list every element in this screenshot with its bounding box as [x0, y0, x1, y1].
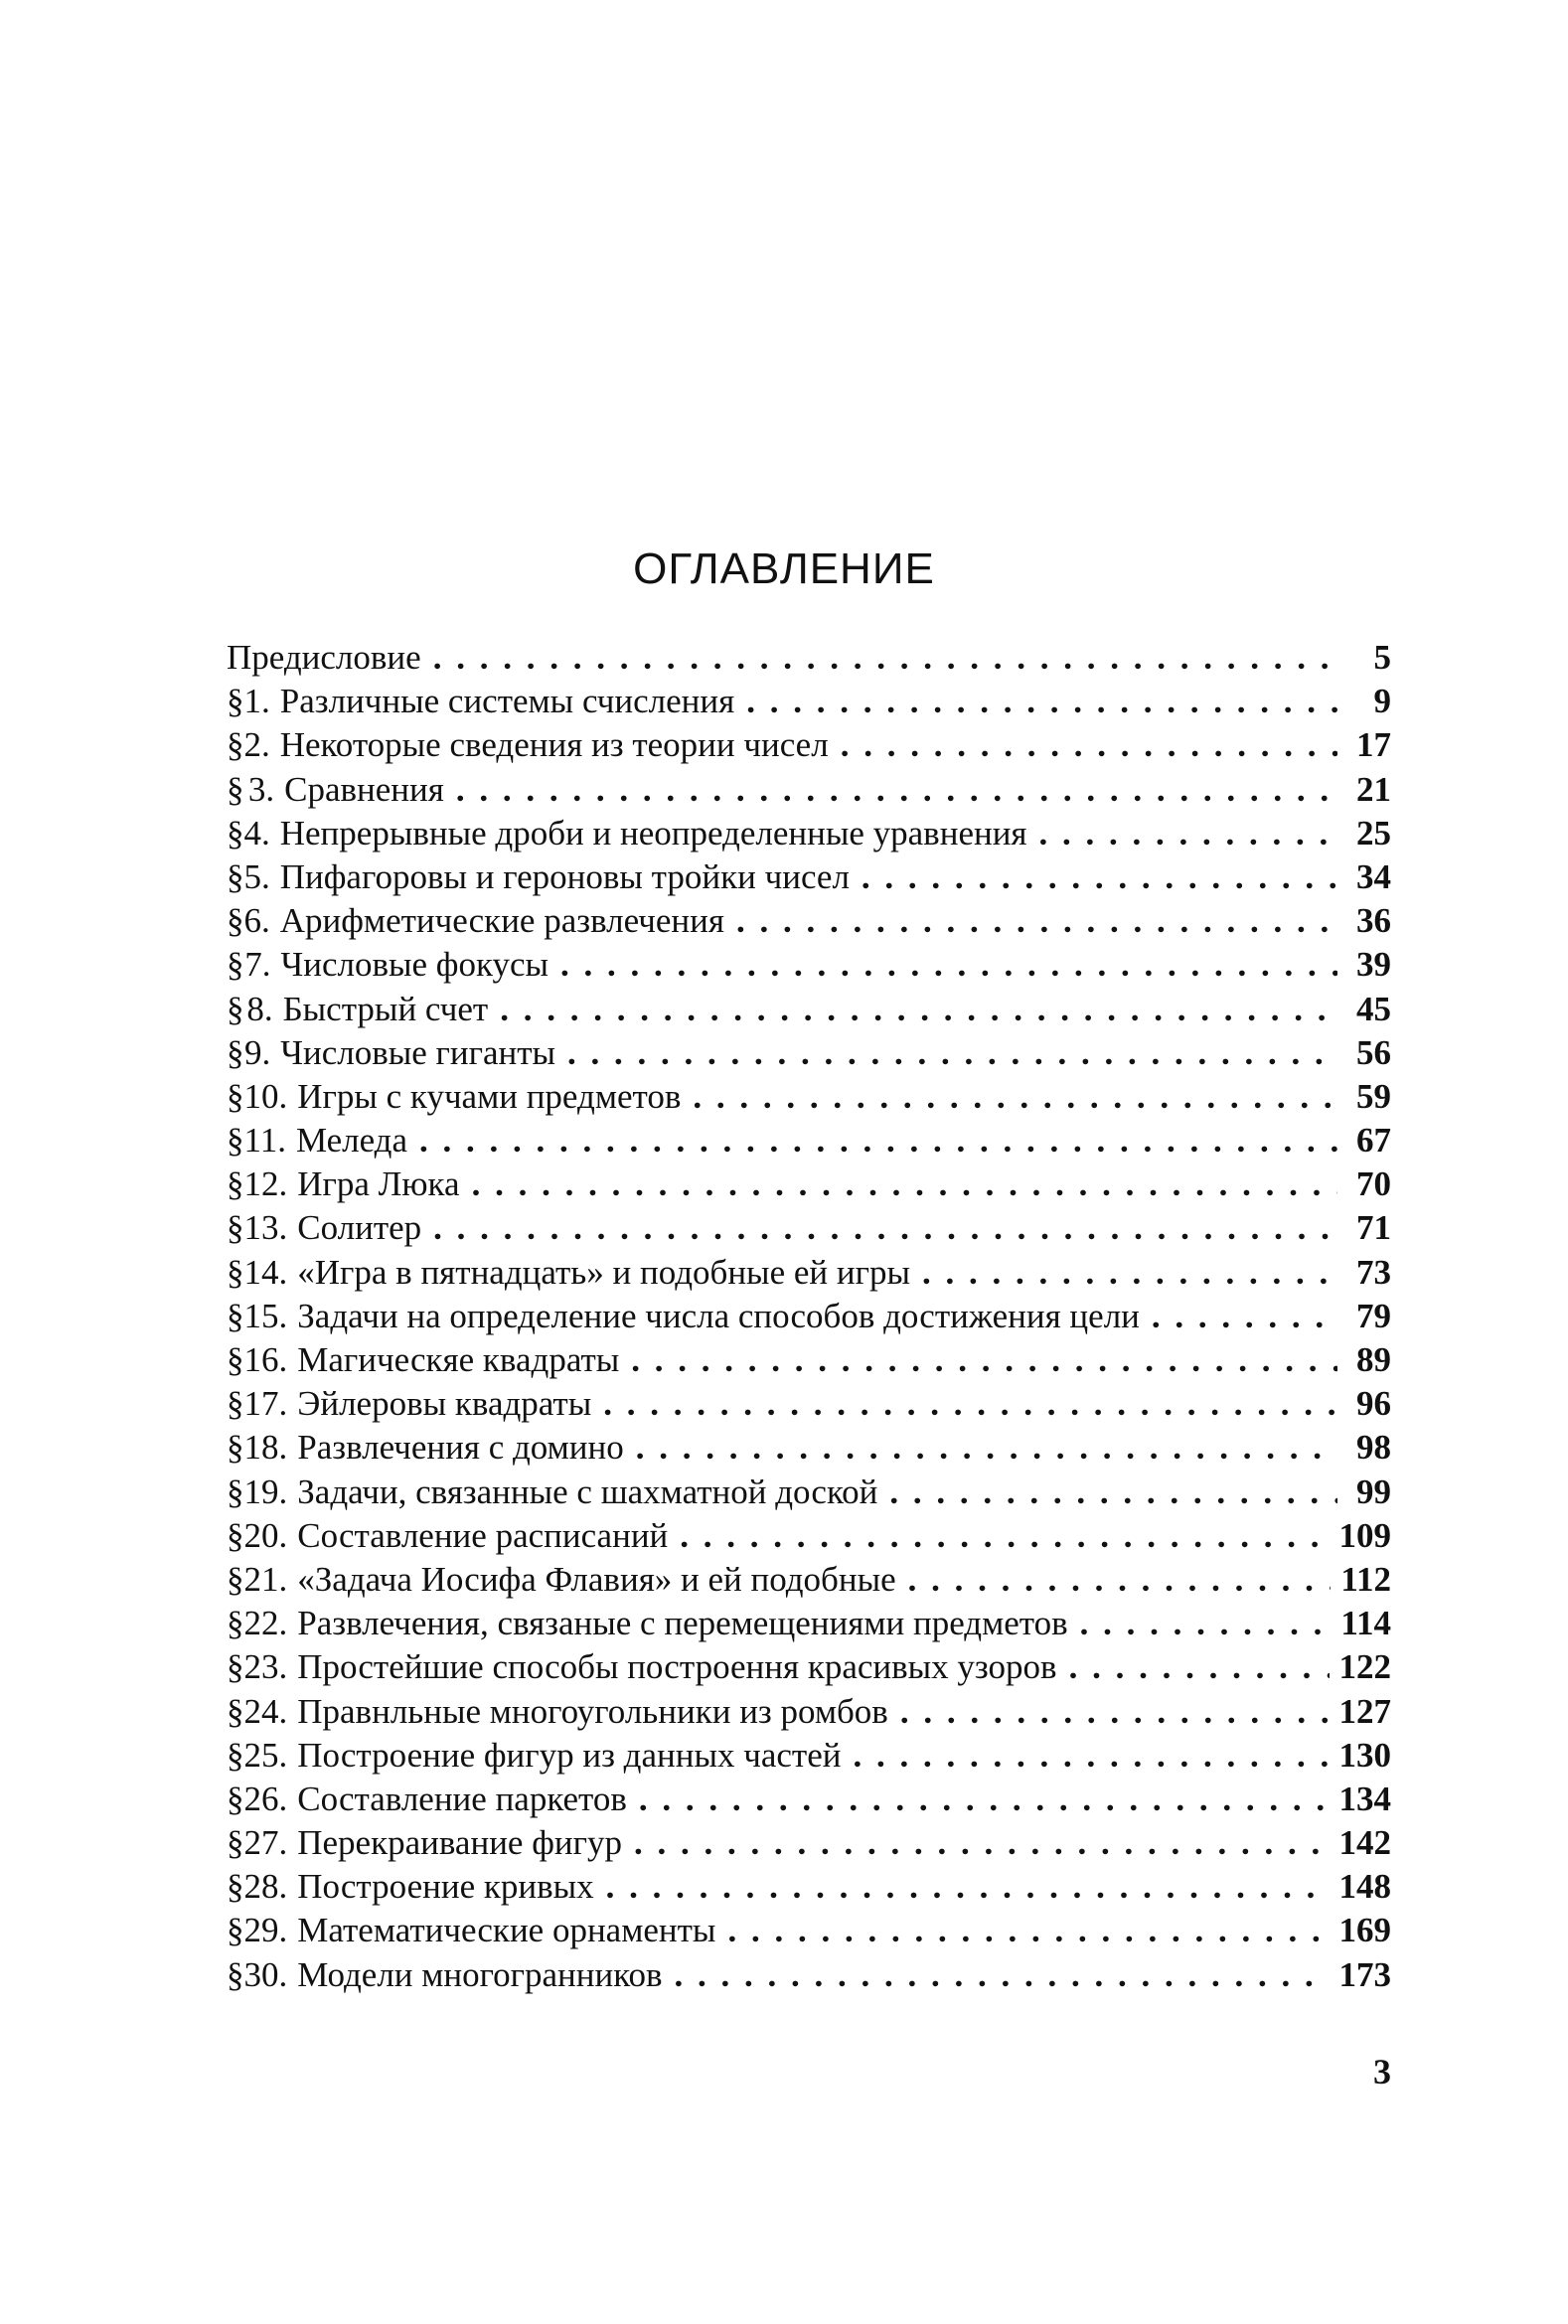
entry-title: Пифагоровы и героновы тройки чисел	[279, 856, 850, 896]
section-sign: §	[227, 1428, 244, 1468]
toc-entry	[227, 1734, 1391, 1778]
toc-entry	[227, 1295, 1391, 1338]
section-number: 17.	[243, 1384, 288, 1424]
section-number: 10.	[243, 1076, 288, 1116]
section-sign: §	[227, 1691, 244, 1731]
section-number: 25.	[243, 1735, 288, 1775]
entry-page-number: 112	[1340, 1559, 1391, 1599]
toc-entry	[227, 1471, 1391, 1514]
entry-title: Развлечения, связаные с перемещениями предметов	[297, 1604, 1068, 1643]
entry-title: Перекраивание фигур	[297, 1823, 622, 1863]
entry-page-number: 59	[1356, 1076, 1391, 1116]
section-sign: §	[227, 1296, 244, 1335]
section-number: 28.	[243, 1867, 288, 1907]
dot-leader	[736, 899, 1337, 943]
section-number: 5.	[243, 856, 270, 896]
toc-entry	[227, 1251, 1391, 1295]
section-sign: §	[227, 1647, 244, 1687]
section-sign: §	[227, 1208, 244, 1248]
entry-page-number: 39	[1356, 945, 1391, 985]
section-sign: §	[227, 945, 244, 985]
entry-page-number: 34	[1356, 856, 1391, 896]
entry-title: Числовые гиганты	[280, 1032, 556, 1072]
section-number: 29.	[243, 1911, 288, 1950]
entry-title: Модели многогранников	[297, 1954, 663, 1994]
dot-leader	[1152, 1295, 1337, 1338]
entry-title: Непрерывные дроби и неопределенные уравнения	[279, 813, 1027, 852]
dot-leader	[1069, 1645, 1330, 1689]
toc-entry	[227, 1909, 1391, 1952]
table-of-contents	[227, 636, 1391, 1997]
entry-page-number: 99	[1356, 1472, 1391, 1511]
section-sign: §	[227, 1164, 244, 1204]
toc-entry	[227, 1075, 1391, 1119]
toc-entry	[227, 1953, 1391, 1997]
entry-page-number: 5	[1373, 638, 1391, 677]
toc-entry	[227, 1031, 1391, 1075]
dot-leader	[680, 1514, 1329, 1558]
entry-title: Развлечения с домино	[297, 1428, 624, 1468]
toc-entry	[227, 1778, 1391, 1821]
toc-entry	[227, 680, 1391, 723]
dot-leader	[567, 1031, 1337, 1075]
entry-page-number: 130	[1338, 1735, 1391, 1775]
section-sign: §	[227, 1735, 244, 1775]
entry-page-number: 9	[1373, 682, 1391, 721]
entry-page-number: 70	[1356, 1164, 1391, 1204]
section-sign: §	[227, 989, 244, 1028]
entry-page-number: 21	[1356, 769, 1391, 809]
section-number: 6.	[243, 901, 270, 941]
entry-page-number: 134	[1338, 1779, 1391, 1818]
toc-entry	[227, 1162, 1391, 1206]
section-number: 7.	[244, 945, 271, 985]
entry-title: Задачи, связанные с шахматной доской	[297, 1472, 878, 1511]
dot-leader	[631, 1338, 1337, 1382]
entry-title: Некоторые сведения из теории чисел	[279, 725, 829, 765]
section-number: 13.	[243, 1208, 288, 1248]
section-sign: §	[227, 1559, 244, 1599]
dot-leader	[693, 1075, 1337, 1119]
entry-page-number: 122	[1338, 1647, 1391, 1687]
section-number: 8.	[246, 989, 273, 1028]
entry-title: Предисловие	[227, 638, 421, 677]
dot-leader	[433, 1206, 1337, 1250]
entry-title: Солитер	[297, 1208, 422, 1248]
section-number: 4.	[243, 813, 270, 852]
section-sign: §	[227, 1779, 244, 1818]
dot-leader	[419, 1119, 1337, 1162]
section-sign: §	[227, 1076, 244, 1116]
entry-title: Математические орнаменты	[297, 1911, 716, 1950]
dot-leader	[922, 1251, 1337, 1295]
dot-leader	[500, 988, 1337, 1031]
dot-leader	[560, 943, 1337, 987]
toc-entry	[227, 1338, 1391, 1382]
entry-page-number: 169	[1338, 1911, 1391, 1950]
section-sign: §	[227, 1340, 244, 1379]
entry-title: Составление расписаний	[297, 1515, 669, 1555]
section-sign: §	[227, 1472, 244, 1511]
section-number: 9.	[243, 1032, 271, 1072]
entry-page-number: 67	[1356, 1121, 1391, 1161]
section-number: 11.	[243, 1121, 286, 1161]
section-sign: §	[227, 1604, 244, 1643]
entry-page-number: 148	[1338, 1867, 1391, 1907]
section-sign: §	[227, 1823, 244, 1863]
section-sign: §	[227, 1121, 244, 1161]
section-number: 12.	[243, 1164, 288, 1204]
dot-leader	[639, 1778, 1330, 1821]
entry-title: Быстрый счет	[282, 989, 489, 1028]
dot-leader	[841, 723, 1337, 767]
entry-page-number: 114	[1340, 1604, 1391, 1643]
toc-entry	[227, 1558, 1391, 1602]
toc-entry	[227, 1382, 1391, 1426]
entry-page-number: 73	[1356, 1252, 1391, 1292]
entry-page-number: 36	[1356, 901, 1391, 941]
section-sign: §	[227, 1954, 244, 1994]
entry-page-number: 127	[1338, 1691, 1391, 1731]
section-sign: §	[227, 856, 244, 896]
dot-leader	[603, 1382, 1337, 1426]
section-number: 22.	[243, 1604, 288, 1643]
dot-leader	[908, 1558, 1332, 1602]
section-number: 26.	[243, 1779, 288, 1818]
dot-leader	[862, 855, 1337, 899]
entry-title: Меледа	[295, 1121, 408, 1161]
section-sign: §	[227, 1911, 244, 1950]
toc-entry	[227, 768, 1391, 812]
toc-entry	[227, 723, 1391, 767]
section-sign: §	[227, 1867, 244, 1907]
entry-page-number: 89	[1356, 1340, 1391, 1379]
section-sign: §	[227, 901, 244, 941]
toc-entry	[227, 636, 1391, 680]
page-title: ОГЛАВЛЕНИЕ	[633, 544, 935, 593]
toc-entry	[227, 1514, 1391, 1558]
dot-leader	[1039, 812, 1337, 855]
entry-title: Различные системы счисления	[279, 682, 735, 721]
entry-title: Эйлеровы квадраты	[297, 1384, 592, 1424]
dot-leader	[889, 1471, 1337, 1514]
section-number: 3.	[247, 769, 275, 809]
dot-leader	[472, 1162, 1337, 1206]
entry-page-number: 56	[1356, 1032, 1391, 1072]
entry-page-number: 71	[1356, 1208, 1391, 1248]
dot-leader	[456, 768, 1337, 812]
section-number: 2.	[243, 725, 270, 765]
entry-title: Простейшие способы построення красивых узоров	[297, 1647, 1057, 1687]
section-number: 16.	[243, 1340, 288, 1379]
dot-leader	[606, 1865, 1330, 1909]
section-sign: §	[227, 769, 244, 809]
page-number: 3	[1373, 2052, 1391, 2092]
entry-title: «Задача Иосифа Флавия» и ей подобные	[297, 1559, 896, 1599]
entry-page-number: 25	[1356, 813, 1391, 852]
section-sign: §	[227, 813, 244, 852]
section-number: 14.	[243, 1252, 288, 1292]
dot-leader	[727, 1909, 1329, 1952]
section-number: 15.	[243, 1296, 288, 1335]
entry-title: Построение фигур из данных частей	[297, 1735, 842, 1775]
entry-page-number: 45	[1356, 989, 1391, 1028]
entry-page-number: 17	[1356, 725, 1391, 765]
section-sign: §	[227, 725, 244, 765]
entry-title: Сравнения	[284, 769, 444, 809]
entry-title: Построение кривых	[297, 1867, 594, 1907]
dot-leader	[674, 1953, 1329, 1997]
entry-page-number: 109	[1338, 1515, 1391, 1555]
entry-title: Задачи на определение числа способов достижения цели	[297, 1296, 1140, 1335]
entry-page-number: 98	[1356, 1428, 1391, 1468]
section-sign: §	[227, 1252, 244, 1292]
entry-page-number: 96	[1356, 1384, 1391, 1424]
toc-entry	[227, 1119, 1391, 1162]
section-sign: §	[227, 1384, 244, 1424]
toc-entry	[227, 899, 1391, 943]
section-sign: §	[227, 682, 244, 721]
entry-title: Игра Люка	[297, 1164, 460, 1204]
entry-page-number: 142	[1338, 1823, 1391, 1863]
entry-title: Арифметические развлечения	[279, 901, 724, 941]
toc-entry	[227, 1602, 1391, 1645]
entry-title: Магическяе квадраты	[297, 1340, 620, 1379]
toc-entry	[227, 988, 1391, 1031]
section-number: 18.	[243, 1428, 288, 1468]
dot-leader	[636, 1426, 1337, 1470]
dot-leader	[853, 1734, 1329, 1778]
toc-entry	[227, 1645, 1391, 1689]
section-number: 20.	[243, 1515, 288, 1555]
toc-entry	[227, 812, 1391, 855]
dot-leader	[433, 636, 1337, 680]
dot-leader	[746, 680, 1337, 723]
entry-page-number: 79	[1356, 1296, 1391, 1335]
toc-entry	[227, 1426, 1391, 1470]
dot-leader	[900, 1690, 1330, 1734]
section-number: 21.	[243, 1559, 288, 1599]
toc-entry	[227, 1821, 1391, 1865]
entry-title: Числовые фокусы	[280, 945, 549, 985]
entry-title: Правнльные многоугольники из ромбов	[297, 1691, 888, 1731]
entry-title: Игры с кучами предметов	[297, 1076, 682, 1116]
section-number: 24.	[243, 1691, 288, 1731]
toc-entry	[227, 1865, 1391, 1909]
toc-entry	[227, 855, 1391, 899]
entry-title: Составление паркетов	[297, 1779, 627, 1818]
section-number: 23.	[243, 1647, 288, 1687]
section-sign: §	[227, 1032, 244, 1072]
toc-entry	[227, 1690, 1391, 1734]
entry-page-number: 173	[1338, 1954, 1391, 1994]
section-number: 19.	[243, 1472, 288, 1511]
section-sign: §	[227, 1515, 244, 1555]
section-number: 27.	[243, 1823, 288, 1863]
toc-entry	[227, 943, 1391, 987]
section-number: 30.	[243, 1954, 288, 1994]
dot-leader	[1080, 1602, 1332, 1645]
toc-entry	[227, 1206, 1391, 1250]
entry-title: «Игра в пятнадцать» и подобные ей игры	[297, 1252, 910, 1292]
section-number: 1.	[243, 682, 270, 721]
dot-leader	[634, 1821, 1330, 1865]
